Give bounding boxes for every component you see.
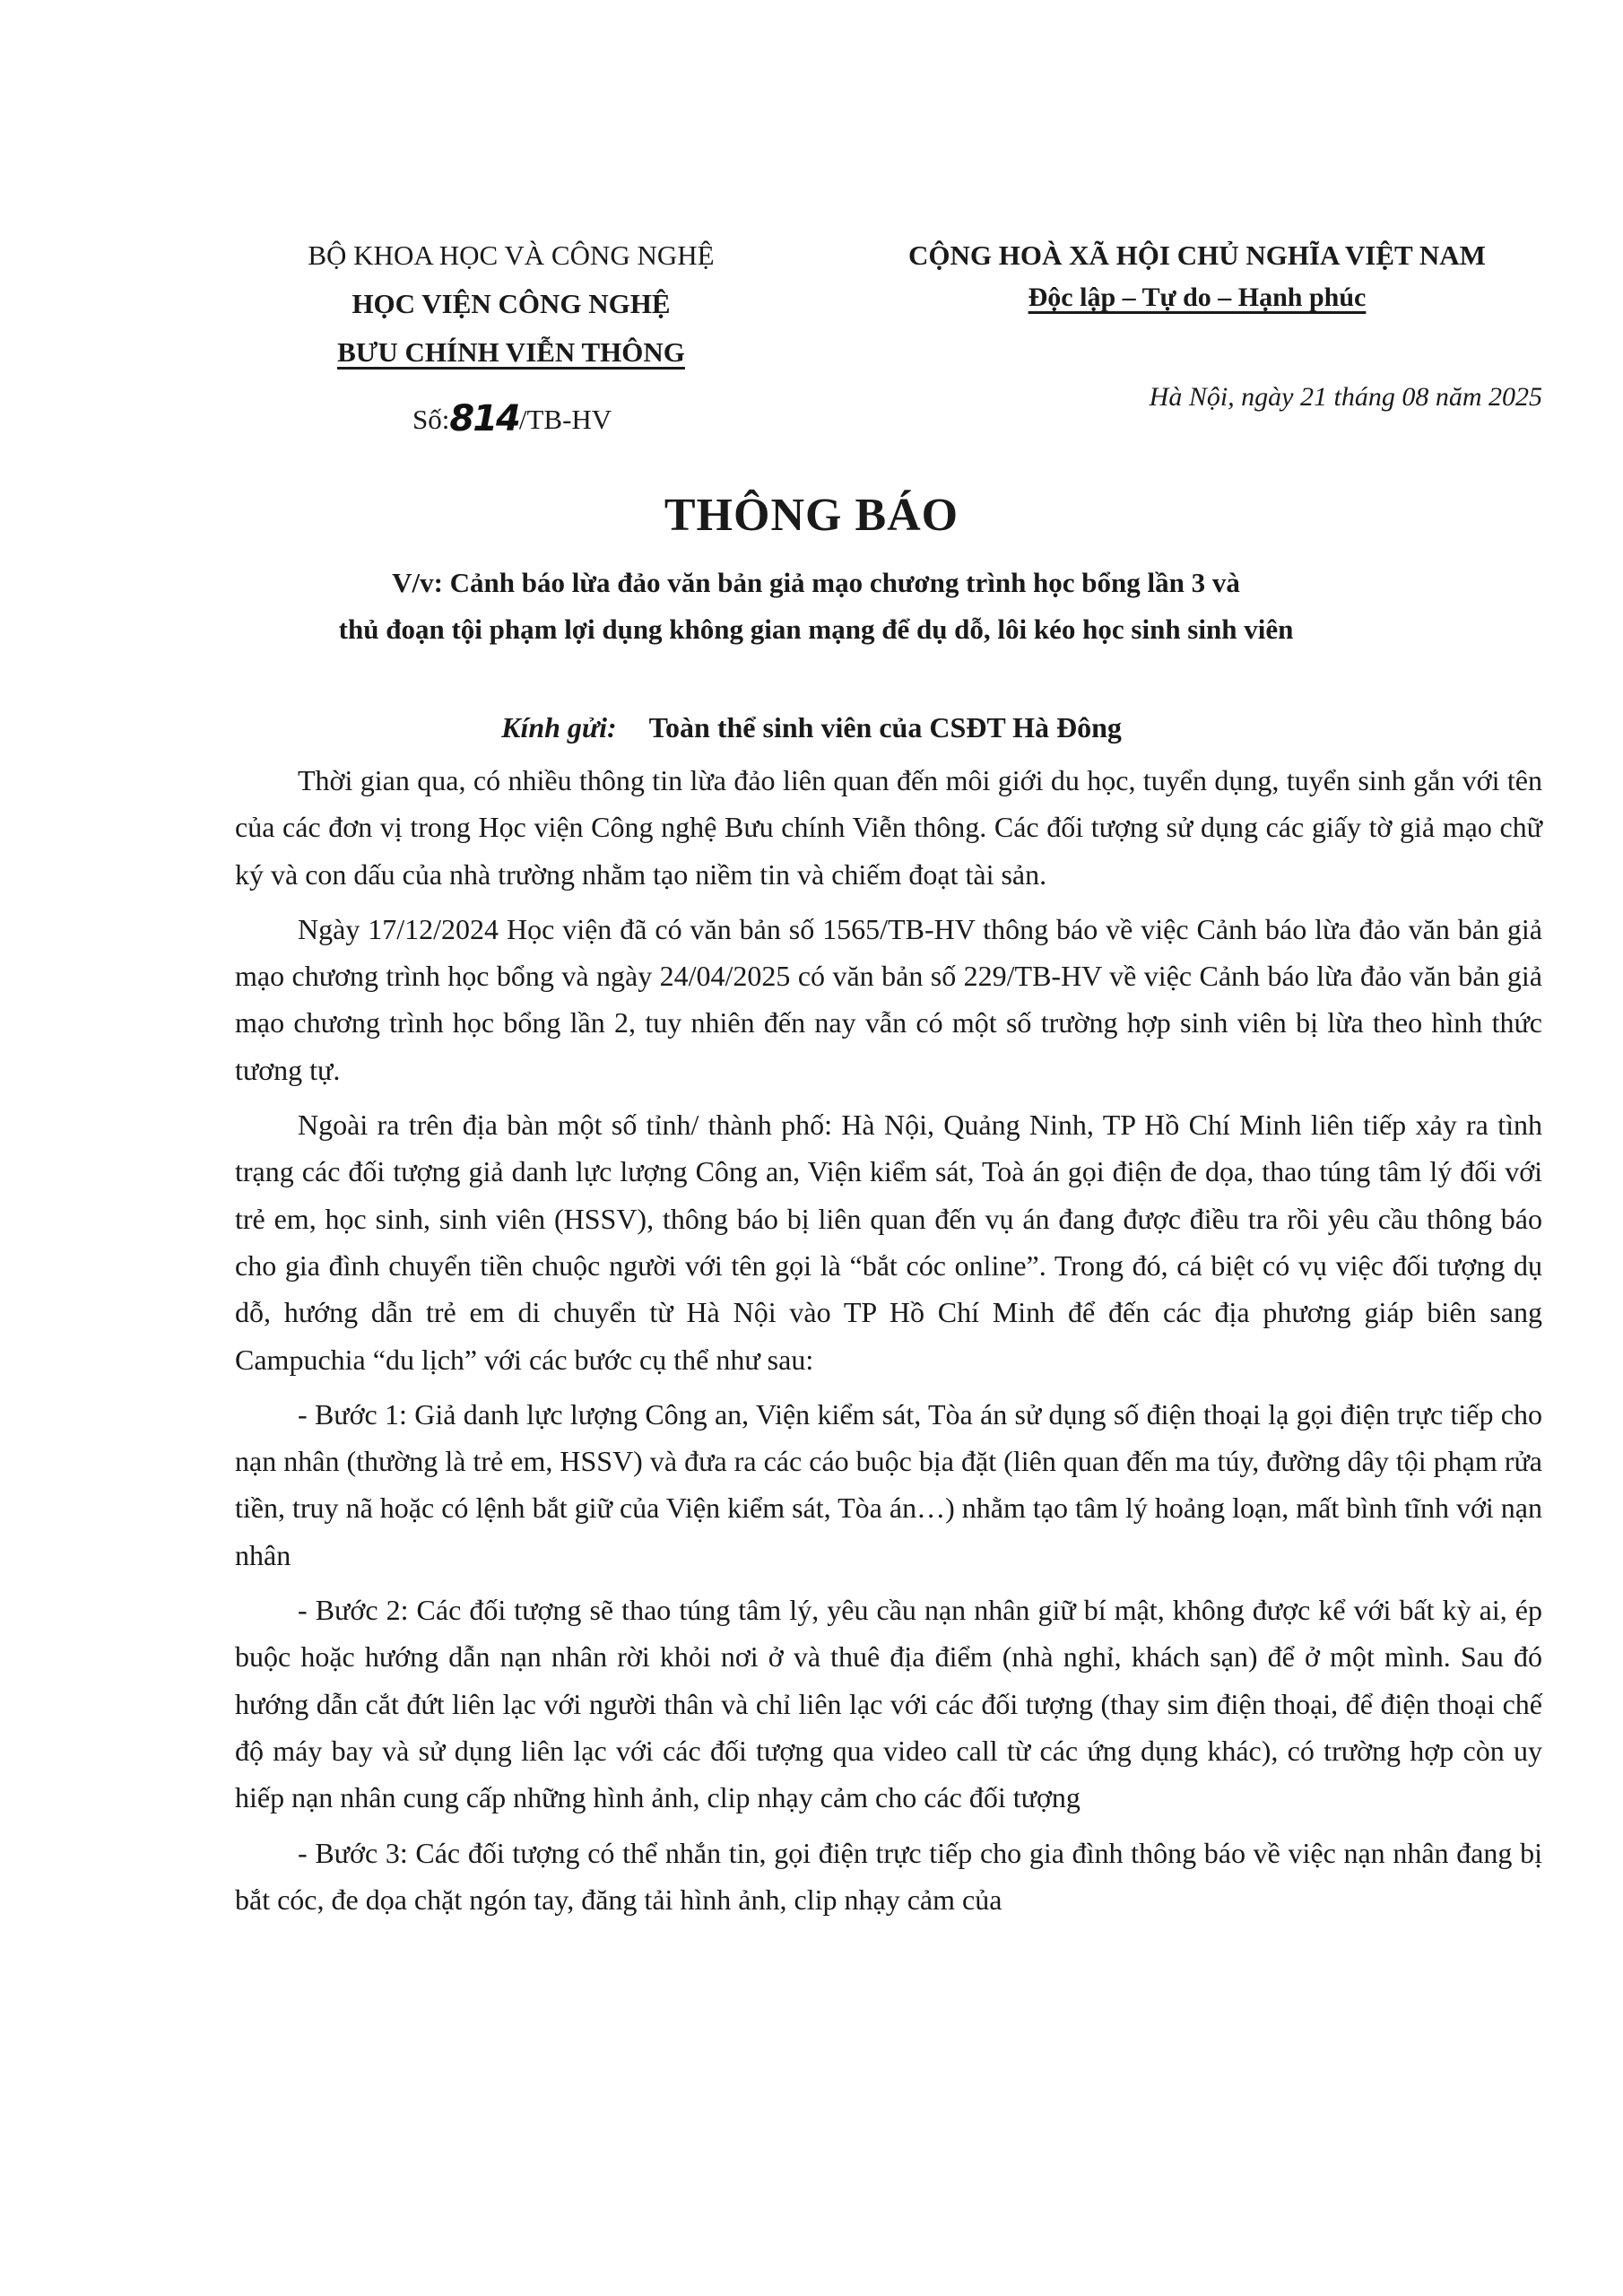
document-body: [235, 757, 1542, 1931]
body-paragraph-previous-notices: Ngày 17/12/2024 Học viện đã có văn bản số 1565/TB-HV thông báo về việc Cảnh báo lừa đảo văn bản giả mạo chương trình học bổng và ngày 24/04/2025 có văn bản số 229/TB-HV về việc Cảnh báo lừa đảo văn bản giả mạo chương trình học bổng lần 2, tuy nhiên đến nay vẫn có một số trường hợp sinh viên bị lừa theo hình thức tương tự.: [235, 912, 1542, 1086]
institute-name-line2-text: BƯU CHÍNH VIỄN THÔNG: [337, 336, 685, 368]
subject-line-2: thủ đoạn tội phạm lợi dụng không gian mạng để dụ dỗ, lôi kéo học sinh sinh viên: [338, 613, 1294, 645]
issuing-agency-block: [260, 231, 762, 377]
document-number-prefix: Số:: [412, 404, 450, 435]
document-number: [412, 395, 612, 442]
body-paragraph-step-2: - Bước 2: Các đối tượng sẽ thao túng tâm lý, yêu cầu nạn nhân giữ bí mật, không được kể với bất kỳ ai, ép buộc hoặc hướng dẫn nạn nhân rời khỏi nơi ở và thuê địa điểm (nhà nghỉ, khách sạn) để ở một mình. Sau đó hướng dẫn cắt đứt liên lạc với người thân và chỉ liên lạc với các đối tượng (thay sim điện thoại, để điện thoại chế độ máy bay và sử dụng liên lạc với các đối tượng qua video call từ các ứng dụng khác), có trường hợp còn uy hiếp nạn nhân cung cấp những hình ảnh, clip nhạy cảm cho các đối tượng: [235, 1594, 1542, 1814]
ministry-name: BỘ KHOA HỌC VÀ CÔNG NGHỆ: [308, 239, 715, 271]
place-and-date: Hà Nội, ngày 21 tháng 08 năm 2025: [1149, 382, 1542, 412]
national-motto-text: Độc lập – Tự do – Hạnh phúc: [1028, 283, 1367, 312]
body-paragraph-online-kidnapping: Ngoài ra trên địa bàn một số tỉnh/ thành phố: Hà Nội, Quảng Ninh, TP Hồ Chí Minh liên tiếp xảy ra tình trạng các đối tượng giả danh lực lượng Công an, Viện kiểm sát, Toà án gọi điện đe dọa, thao túng tâm lý đối với trẻ em, học sinh, sinh viên (HSSV), thông báo bị liên quan đến vụ án đang được điều tra rồi yêu cầu thông báo cho gia đình chuyển tiền chuộc người với tên gọi là “bắt cóc online”. Trong đó, cá biệt có vụ việc đối tượng dụ dỗ, hướng dẫn trẻ em di chuyển từ Hà Nội vào TP Hồ Chí Minh để đến các địa phương giáp biên sang Campuchia “du lịch” với các bước cụ thể như sau:: [235, 1109, 1542, 1376]
document-subject: [179, 560, 1453, 653]
institute-name-line2: [260, 328, 762, 377]
national-title: CỘNG HOÀ XÃ HỘI CHỦ NGHĨA VIỆT NAM: [908, 239, 1486, 271]
institute-name-line1: HỌC VIỆN CÔNG NGHỆ: [352, 288, 671, 319]
body-paragraph-step-3: - Bước 3: Các đối tượng có thể nhắn tin, gọi điện trực tiếp cho gia đình thông báo về việc nạn nhân đang bị bắt cóc, đe dọa chặt ngón tay, đăng tải hình ảnh, clip nhạy cảm của: [235, 1836, 1542, 1916]
subject-line-1: V/v: Cảnh báo lừa đảo văn bản giả mạo chương trình học bổng lần 3 và: [392, 567, 1240, 598]
document-number-suffix: /TB-HV: [518, 404, 612, 435]
national-heading-block: [843, 231, 1551, 316]
recipient-value: Toàn thể sinh viên của CSĐT Hà Đông: [648, 711, 1122, 744]
recipient-label: Kính gửi:: [501, 711, 617, 744]
recipient-line: [0, 703, 1623, 752]
document-number-handwritten: 814: [449, 398, 519, 439]
national-motto: [843, 280, 1551, 316]
body-paragraph-intro: Thời gian qua, có nhiều thông tin lừa đảo liên quan đến môi giới du học, tuyển dụng, tuyển sinh gắn với tên của các đơn vị trong Học viện Công nghệ Bưu chính Viễn thông. Các đối tượng sử dụng các giấy tờ giả mạo chữ ký và con dấu của nhà trường nhằm tạo niềm tin và chiếm đoạt tài sản.: [235, 764, 1542, 891]
body-paragraph-step-1: - Bước 1: Giả danh lực lượng Công an, Viện kiểm sát, Tòa án sử dụng số điện thoại lạ gọi điện trực tiếp cho nạn nhân (thường là trẻ em, HSSV) và đưa ra các cáo buộc bịa đặt (liên quan đến ma túy, đường dây tội phạm rửa tiền, truy nã hoặc có lệnh bắt giữ của Viện kiểm sát, Tòa án…) nhằm tạo tâm lý hoảng loạn, mất bình tĩnh với nạn nhân: [235, 1397, 1542, 1571]
document-title: THÔNG BÁO: [664, 490, 959, 541]
